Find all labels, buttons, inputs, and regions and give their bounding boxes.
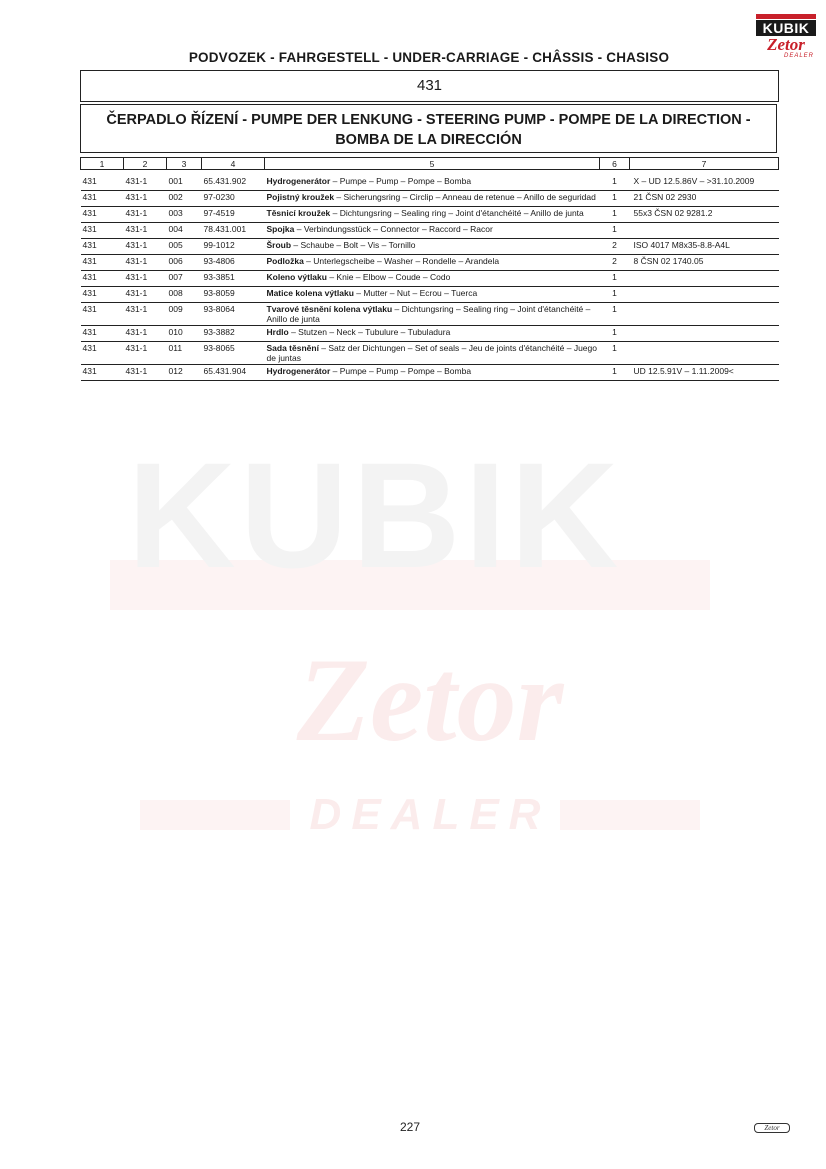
description-translations: – Pumpe – Pump – Pompe – Bomba bbox=[330, 176, 472, 186]
drawing-cell: 431-1 bbox=[124, 239, 167, 255]
position-cell: 001 bbox=[167, 170, 202, 191]
description-translations: – Dichtungsring – Sealing ring – Joint d'étanchéité – Anillo de junta bbox=[330, 208, 584, 218]
table-row bbox=[81, 287, 779, 303]
logo-stripe bbox=[756, 14, 816, 19]
description-czech: Spojka bbox=[266, 224, 295, 234]
description-czech: Tvarové těsnění kolena výtlaku bbox=[266, 304, 393, 314]
quantity-cell: 2 bbox=[600, 255, 630, 271]
note-cell: 55x3 ČSN 02 9281.2 bbox=[630, 207, 779, 223]
table-row bbox=[81, 223, 779, 239]
table-row bbox=[81, 170, 779, 191]
drawing-cell: 431-1 bbox=[124, 207, 167, 223]
drawing-cell: 431-1 bbox=[124, 271, 167, 287]
description-translations: – Mutter – Nut – Ecrou – Tuerca bbox=[353, 288, 478, 298]
drawing-cell: 431-1 bbox=[124, 326, 167, 342]
part-number-cell: 65.431.902 bbox=[202, 170, 265, 191]
section-title: PODVOZEK - FAHRGESTELL - UNDER-CARRIAGE - CHÂSSIS - CHASISO bbox=[188, 50, 670, 65]
column-header: 6 bbox=[600, 158, 630, 170]
logo-kubik-text: KUBIK bbox=[756, 20, 816, 36]
quantity-cell: 2 bbox=[600, 239, 630, 255]
position-cell: 005 bbox=[167, 239, 202, 255]
column-header: 1 bbox=[81, 158, 124, 170]
part-number-cell: 65.431.904 bbox=[202, 365, 265, 381]
drawing-cell: 431-1 bbox=[124, 255, 167, 271]
group-title-box bbox=[80, 104, 777, 153]
description-czech: Matice kolena výtlaku bbox=[266, 288, 354, 298]
note-cell bbox=[630, 223, 779, 239]
group-cell: 431 bbox=[81, 255, 124, 271]
quantity-cell: 1 bbox=[600, 365, 630, 381]
quantity-cell: 1 bbox=[600, 271, 630, 287]
column-header: 7 bbox=[630, 158, 779, 170]
watermark-bar-bottom-right bbox=[560, 800, 700, 830]
drawing-cell: 431-1 bbox=[124, 191, 167, 207]
description-cell bbox=[265, 287, 600, 303]
watermark-kubik: KUBIK bbox=[127, 431, 623, 599]
logo-zetor-text: Zetor bbox=[767, 35, 805, 54]
description-cell bbox=[265, 207, 600, 223]
column-header: 5 bbox=[265, 158, 600, 170]
group-title: ČERPADLO ŘÍZENÍ - PUMPE DER LENKUNG - STEERING PUMP - POMPE DE LA DIRECTION - BOMBA DE LA DIRECCIÓN bbox=[106, 112, 751, 148]
part-number-cell: 93-8065 bbox=[202, 342, 265, 365]
group-cell: 431 bbox=[81, 365, 124, 381]
drawing-cell: 431-1 bbox=[124, 342, 167, 365]
group-cell: 431 bbox=[81, 271, 124, 287]
logo-dealer-text: DEALER bbox=[783, 53, 814, 59]
group-cell: 431 bbox=[81, 223, 124, 239]
part-number-cell: 93-8059 bbox=[202, 287, 265, 303]
group-cell: 431 bbox=[81, 303, 124, 326]
description-czech: Pojistný kroužek bbox=[266, 192, 335, 202]
part-number-cell: 93-4806 bbox=[202, 255, 265, 271]
table-row bbox=[81, 207, 779, 223]
part-number-cell: 93-3851 bbox=[202, 271, 265, 287]
table-row bbox=[81, 303, 779, 326]
description-translations: – Dichtungsring – Sealing ring – Joint d'étanchéité – Anillo de junta bbox=[266, 304, 591, 324]
column-header: 4 bbox=[202, 158, 265, 170]
position-cell: 006 bbox=[167, 255, 202, 271]
page-number: 227 bbox=[399, 1120, 421, 1134]
column-header: 3 bbox=[167, 158, 202, 170]
quantity-cell: 1 bbox=[600, 287, 630, 303]
group-cell: 431 bbox=[81, 342, 124, 365]
table-row bbox=[81, 365, 779, 381]
position-cell: 007 bbox=[167, 271, 202, 287]
description-cell bbox=[265, 326, 600, 342]
note-cell: UD 12.5.91V – 1.11.2009< bbox=[630, 365, 779, 381]
description-cell bbox=[265, 239, 600, 255]
table-row bbox=[81, 271, 779, 287]
part-number-cell: 97-0230 bbox=[202, 191, 265, 207]
position-cell: 009 bbox=[167, 303, 202, 326]
group-cell: 431 bbox=[81, 326, 124, 342]
description-translations: – Schaube – Bolt – Vis – Tornillo bbox=[291, 240, 416, 250]
description-cell bbox=[265, 191, 600, 207]
position-cell: 011 bbox=[167, 342, 202, 365]
drawing-cell: 431-1 bbox=[124, 170, 167, 191]
description-translations: – Stutzen – Neck – Tubulure – Tubuladura bbox=[288, 327, 451, 337]
description-cell bbox=[265, 365, 600, 381]
position-cell: 010 bbox=[167, 326, 202, 342]
parts-table bbox=[80, 157, 779, 381]
description-translations: – Sicherungsring – Circlip – Anneau de retenue – Anillo de seguridad bbox=[334, 192, 596, 202]
description-czech: Hydrogenerátor bbox=[266, 366, 331, 376]
table-row bbox=[81, 342, 779, 365]
description-translations: – Satz der Dichtungen – Set of seals – Jeu de joints d'étanchéité – Juego de juntas bbox=[266, 343, 597, 363]
description-czech: Těsnicí kroužek bbox=[266, 208, 331, 218]
column-header: 2 bbox=[124, 158, 167, 170]
quantity-cell: 1 bbox=[600, 207, 630, 223]
description-cell bbox=[265, 342, 600, 365]
part-number-cell: 99-1012 bbox=[202, 239, 265, 255]
position-cell: 002 bbox=[167, 191, 202, 207]
quantity-cell: 1 bbox=[600, 303, 630, 326]
group-cell: 431 bbox=[81, 207, 124, 223]
drawing-cell: 431-1 bbox=[124, 223, 167, 239]
description-translations: – Verbindungsstück – Connector – Raccord – Racor bbox=[294, 224, 493, 234]
quantity-cell: 1 bbox=[600, 223, 630, 239]
note-cell bbox=[630, 271, 779, 287]
watermark-bar-bottom bbox=[140, 800, 290, 830]
quantity-cell: 1 bbox=[600, 342, 630, 365]
group-cell: 431 bbox=[81, 287, 124, 303]
position-cell: 008 bbox=[167, 287, 202, 303]
position-cell: 003 bbox=[167, 207, 202, 223]
note-cell bbox=[630, 287, 779, 303]
note-cell bbox=[630, 326, 779, 342]
description-czech: Hydrogenerátor bbox=[266, 176, 331, 186]
description-translations: – Knie – Elbow – Coude – Codo bbox=[326, 272, 451, 282]
group-cell: 431 bbox=[81, 239, 124, 255]
quantity-cell: 1 bbox=[600, 170, 630, 191]
group-cell: 431 bbox=[81, 191, 124, 207]
table-row bbox=[81, 239, 779, 255]
description-translations: – Pumpe – Pump – Pompe – Bomba bbox=[330, 366, 472, 376]
note-cell bbox=[630, 303, 779, 326]
group-cell: 431 bbox=[81, 170, 124, 191]
drawing-cell: 431-1 bbox=[124, 303, 167, 326]
part-number-cell: 93-3882 bbox=[202, 326, 265, 342]
group-number: 431 bbox=[80, 70, 779, 102]
position-cell: 012 bbox=[167, 365, 202, 381]
description-czech: Sada těsnění bbox=[266, 343, 319, 353]
quantity-cell: 1 bbox=[600, 326, 630, 342]
watermark-zetor: Zetor bbox=[296, 633, 564, 766]
description-cell bbox=[265, 303, 600, 326]
description-cell bbox=[265, 223, 600, 239]
table-row bbox=[81, 326, 779, 342]
part-number-cell: 78.431.001 bbox=[202, 223, 265, 239]
description-cell bbox=[265, 271, 600, 287]
note-cell bbox=[630, 342, 779, 365]
quantity-cell: 1 bbox=[600, 191, 630, 207]
note-cell: X – UD 12.5.86V – >31.10.2009 bbox=[630, 170, 779, 191]
description-cell bbox=[265, 255, 600, 271]
note-cell: ISO 4017 M8x35-8.8-A4L bbox=[630, 239, 779, 255]
drawing-cell: 431-1 bbox=[124, 365, 167, 381]
position-cell: 004 bbox=[167, 223, 202, 239]
description-czech: Hrdlo bbox=[266, 327, 289, 337]
footer-zetor-logo: Zetor bbox=[754, 1123, 790, 1133]
description-czech: Podložka bbox=[266, 256, 304, 266]
drawing-cell: 431-1 bbox=[124, 287, 167, 303]
part-number-cell: 93-8064 bbox=[202, 303, 265, 326]
table-header-row bbox=[81, 158, 779, 170]
description-czech: Koleno výtlaku bbox=[266, 272, 327, 282]
description-translations: – Unterlegscheibe – Washer – Rondelle – Arandela bbox=[303, 256, 500, 266]
note-cell: 21 ČSN 02 2930 bbox=[630, 191, 779, 207]
part-number-cell: 97-4519 bbox=[202, 207, 265, 223]
table-row bbox=[81, 255, 779, 271]
table-row bbox=[81, 191, 779, 207]
watermark-dealer: DEALER bbox=[309, 790, 551, 839]
note-cell: 8 ČSN 02 1740.05 bbox=[630, 255, 779, 271]
description-czech: Šroub bbox=[266, 240, 292, 250]
description-cell bbox=[265, 170, 600, 191]
